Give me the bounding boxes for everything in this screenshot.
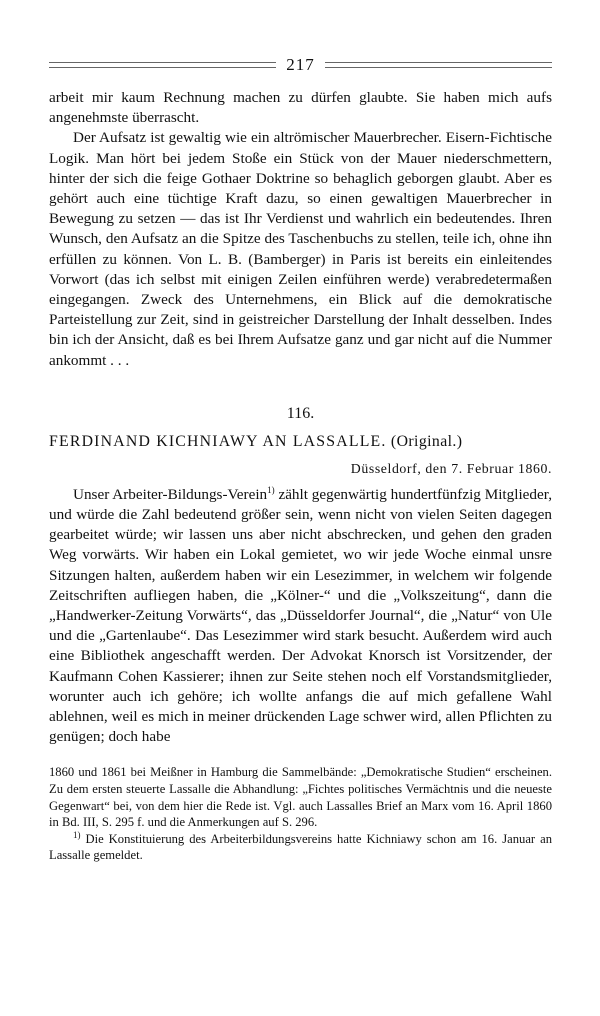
footnote-reference: 1) [267, 484, 275, 495]
footnote-carryover: 1860 und 1861 bei Meißner in Hamburg die Sammelbände: „Demokratische Studien“ erscheinen. Zu dem ersten steuerte Lassalle die Abhandlung: „Fichtes politisches Vermächtnis und die neueste Gegenwart“ bei, von dem hier die Rede ist. Vgl. auch Lassalles Brief an Marx vom 16. April 1860 in Bd. III, S. 295 f. und die Anmerkungen auf S. 296. [49, 765, 552, 830]
footnote-1 [49, 831, 552, 864]
footnote-marker: 1) [73, 829, 81, 840]
letter-heading [49, 433, 552, 451]
letter-body-text: Unser Arbeiter-Bildungs-Verein [73, 485, 268, 503]
header-rule-right [325, 62, 552, 68]
header-rule-left [49, 62, 276, 68]
continuation-paragraph: arbeit mir kaum Rechnung machen zu dürfen glaubte. Sie haben mich aufs angenehmste überrascht. [49, 89, 552, 127]
book-page [49, 52, 552, 864]
letter-dateline: Düsseldorf, den 7. Februar 1860. [350, 460, 552, 476]
letter-body-text: zählt gegenwärtig hundertfünfzig Mitglieder, und würde die Zahl bedeutend größer sein, wenn nicht von vielen Seiten dagegen gearbeitet würde; wir lassen uns aber nicht abschrecken, und gehen den graden Weg vorwärts. Wir haben ein Lokal gemietet, wo wir jede Woche einmal unsre Sitzungen halten, außerdem haben wir ein Lesezimmer, in welchem wir folgende Zeitschriften aufliegen haben, die „Kölner-“ und die „Volkszeitung“, dann die „Handwerker-Zeitung Vorwärts“, das „Düsseldorfer Journal“, die „Natur“ von Ule und die „Gartenlaube“. Das Lesezimmer wird stark besucht. Außerdem wird auch eine Bibliothek angeschafft werden. Der Advokat Knorsch ist Vorsitzender, der Kaufmann Cohen Kassierer; ihnen zur Seite stehen noch elf Vorstandsmitglieder, worunter auch ich gehöre; ich wollte anfangs die auf mich gefallene Wahl ablehnen, weil es mich in meiner drückenden Lage schwer wird, allen Pflichten zu genügen; doch habe [49, 485, 552, 746]
footnote-text: Die Konstituierung des Arbeiterbildungsvereins hatte Kichniawy schon am 16. Januar an Lassalle gemeldet. [49, 831, 552, 863]
running-header [49, 52, 552, 78]
letter-body-paragraph [49, 485, 552, 748]
letter-title: FERDINAND KICHNIAWY AN LASSALLE. [49, 432, 387, 450]
letter-number: 116. [286, 404, 315, 422]
footnotes-section [49, 763, 552, 864]
letter-source-note: (Original.) [390, 432, 463, 450]
letter-body-paragraph: Der Aufsatz ist gewaltig wie ein altrömischer Mauerbrecher. Eisern-Fichtische Logik. Man hört bei jedem Stoße ein Stück von der Mauer niederschmettern, hinter der sich die feige Gothaer Doktrine so behaglich geborgen glaubt. Aber es gehört auch eine tüchtige Kraft dazu, so einen gewaltigen Mauerbrecher in Bewegung zu setzen — das ist Ihr Verdienst und wahrlich ein bedeutendes. Ihren Wunsch, den Aufsatz an die Spitze des Taschenbuchs zu stellen, teile ich, ohne ihn erfüllen zu können. Von L. B. (Bamberger) in Paris ist bereits ein einleitendes Vorwort (das ich selbst mit einigen Zeilen einführen werde) verabredetermaßen eingegangen. Zweck des Unternehmens, ein Blick auf die demokratische Parteistellung zur Zeit, sind in geistreicher Darstellung der Inhalt desselben. Indes bin ich der Ansicht, daß es bei Ihrem Aufsatze ganz und gar nicht auf die Nummer ankommt . . . [49, 129, 552, 369]
page-number: 217 [286, 55, 315, 74]
